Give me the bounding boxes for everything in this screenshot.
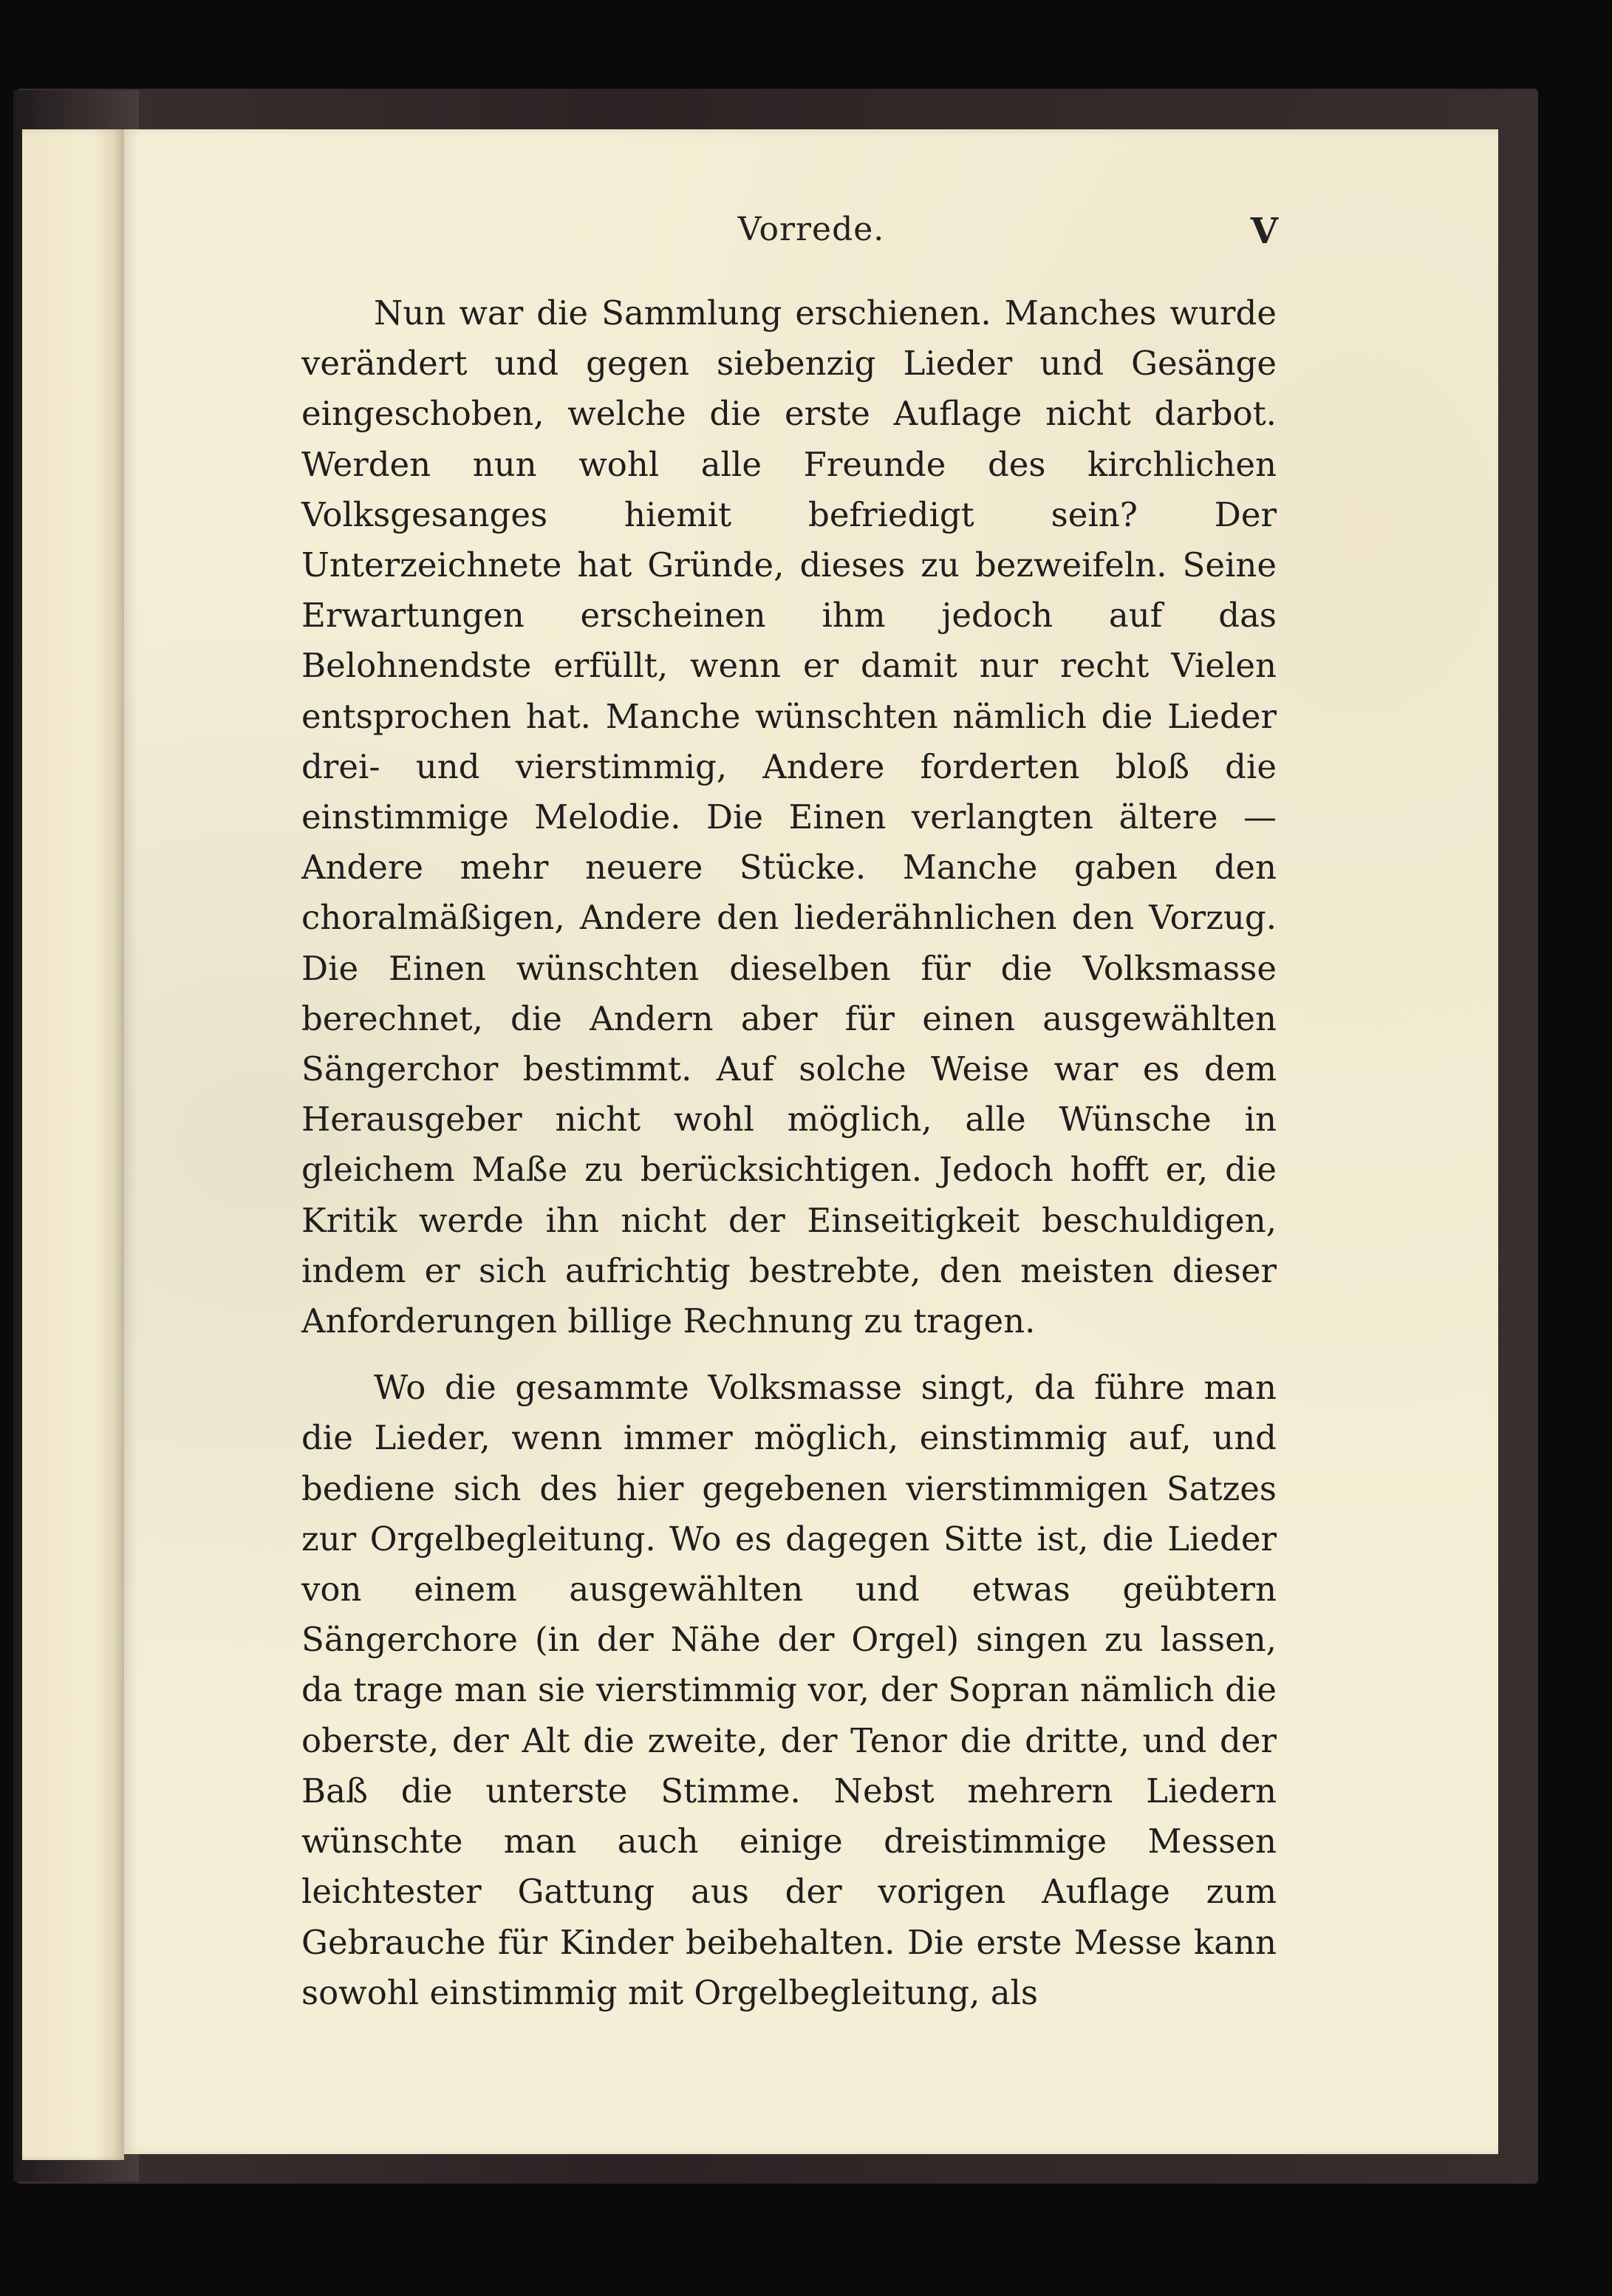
paragraph-2: Wo die gesammte Volksmasse singt, da führe man die Lieder, wenn immer möglich, einstimmig auf, und bediene sich des hier gegebenen vierstimmigen Satzes zur Orgelbegleitung. Wo es dagegen Sitte ist, die Lieder von einem ausgewählten und etwas geübtern Sängerchore (in der Nähe der Orgel) singen zu lassen, da trage man sie vierstimmig vor, der Sopran nämlich die oberste, der Alt die zweite, der Tenor die dritte, und der Baß die unterste Stimme. Nebst mehrern Liedern wünschte man auch einige dreistimmige Messen leichtester Gattung aus der vorigen Auflage zum Gebrauche für Kinder beibehalten. Die erste Messe kann sowohl einstimmig mit Orgelbegleitung, als	[301, 1368, 1277, 2012]
paragraph-1: Nun war die Sammlung erschienen. Manches wurde verändert und gegen siebenzig Lieder und Gesänge eingeschoben, welche die erste Auflage nicht darbot. Werden nun wohl alle Freunde des kirchlichen Volksgesanges hiemit befriedigt sein? Der Unterzeichnete hat Gründe, dieses zu bezweifeln. Seine Erwartungen erscheinen ihm jedoch auf das Belohnendste erfüllt, wenn er damit nur recht Vielen entsprochen hat. Manche wünschten nämlich die Lieder drei- und vierstimmig, Andere forderten bloß die einstimmige Melodie. Die Einen verlangten ältere — Andere mehr neuere Stücke. Manche gaben den choralmäßigen, Andere den liederähnlichen den Vorzug. Die Einen wünschten dieselben für die Volksmasse berechnet, die Andern aber für einen ausgewählten Sängerchor bestimmt. Auf solche Weise war es dem Herausgeber nicht wohl möglich, alle Wünsche in gleichem Maße zu berücksichtigen. Jedoch hofft er, die Kritik werde ihn nicht der Einseitigkeit beschuldigen, indem er sich aufrichtig bestrebte, den meisten dieser Anforderungen billige Rechnung zu tragen.	[301, 293, 1277, 1341]
running-title: Vorrede.	[737, 211, 885, 248]
previous-page-edge	[22, 129, 124, 2160]
body-text	[301, 288, 1277, 2018]
page-number: V	[1250, 211, 1278, 252]
book-page	[124, 129, 1498, 2154]
running-head	[124, 211, 1498, 255]
